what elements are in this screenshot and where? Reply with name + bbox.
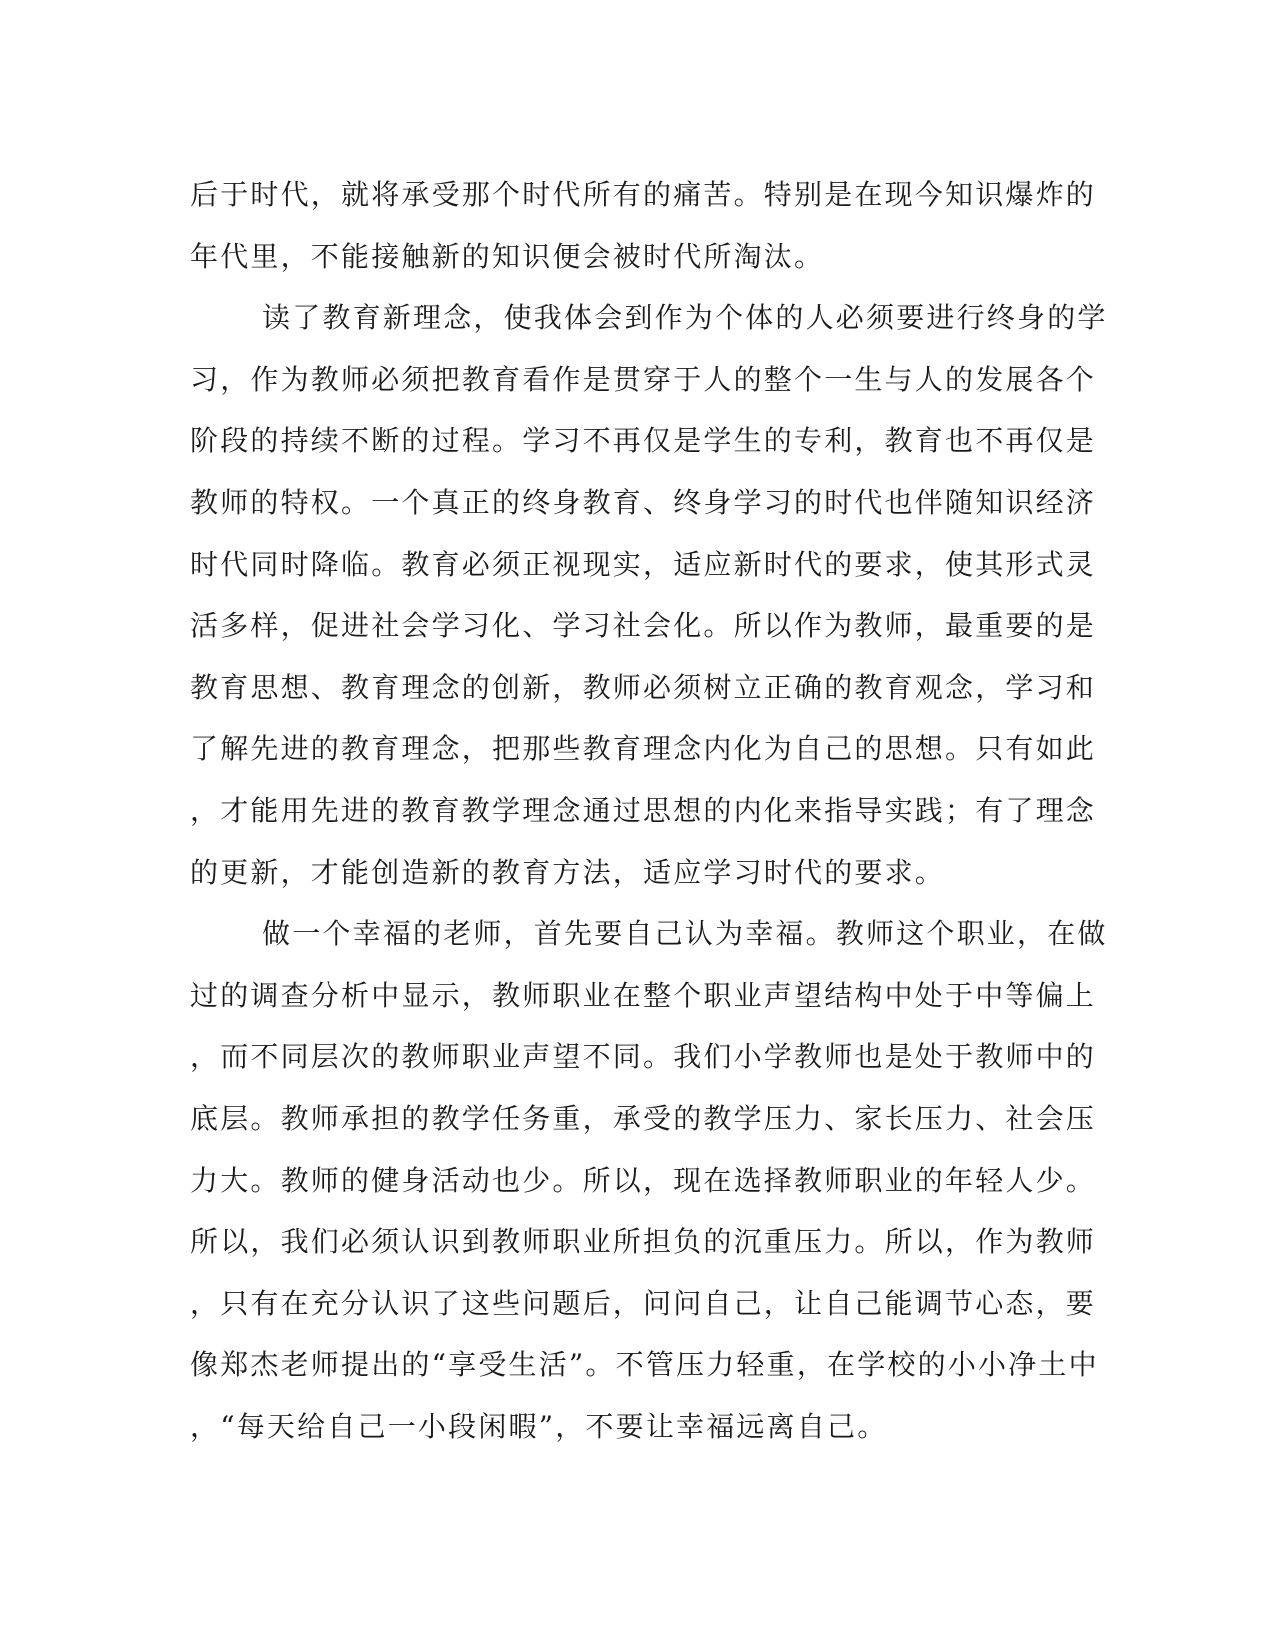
- text-line: ，“每天给自己一小段闲暇”，不要让幸福远离自己。: [190, 1409, 888, 1443]
- text-line: 的更新，才能创造新的教育方法，适应学习时代的要求。: [190, 855, 946, 889]
- text-line: 后于时代，就将承受那个时代所有的痛苦。特别是在现今知识爆炸的: [190, 178, 1097, 211]
- text-line: 过的调查分析中显示，教师职业在整个职业声望结构中处于中等偏上: [190, 978, 1097, 1012]
- document-body: [190, 164, 1108, 1457]
- text-line: 读了教育新理念，使我体会到作为个体的人必须要进行终身的学: [262, 301, 1108, 335]
- paragraph-1: [190, 164, 1097, 287]
- text-line: 时代同时降临。教育必须正视现实，适应新时代的要求，使其形式灵: [190, 547, 1097, 581]
- text-line: 年代里，不能接触新的知识便会被时代所淘汰。: [190, 239, 825, 273]
- text-line: 了解先进的教育理念，把那些教育理念内化为自己的思想。只有如此: [190, 732, 1097, 766]
- text-line: 底层。教师承担的教学任务重，承受的教学压力、家长压力、社会压: [190, 1101, 1097, 1135]
- text-line: 教育思想、教育理念的创新，教师必须树立正确的教育观念，学习和: [190, 670, 1097, 704]
- text-line: 做一个幸福的老师，首先要自己认为幸福。教师这个职业，在做: [262, 917, 1108, 951]
- text-line: 所以，我们必须认识到教师职业所担负的沉重压力。所以，作为教师: [190, 1225, 1097, 1259]
- text-line: 活多样，促进社会学习化、学习社会化。所以作为教师，最重要的是: [190, 609, 1097, 643]
- text-line: ，只有在充分认识了这些问题后，问问自己，让自己能调节心态，要: [190, 1286, 1097, 1320]
- text-line: 阶段的持续不断的过程。学习不再仅是学生的专利，教育也不再仅是: [190, 424, 1097, 458]
- text-line: 习，作为教师必须把教育看作是贯穿于人的整个一生与人的发展各个: [190, 362, 1097, 396]
- text-line: 力大。教师的健身活动也少。所以，现在选择教师职业的年轻人少。: [190, 1163, 1097, 1197]
- text-line: 像郑杰老师提出的“享受生活”。不管压力轻重，在学校的小小净土中: [190, 1348, 1099, 1382]
- paragraph-2: [190, 287, 1108, 903]
- text-line: ，才能用先进的教育教学理念通过思想的内化来指导实践；有了理念: [190, 793, 1097, 827]
- text-line: ，而不同层次的教师职业声望不同。我们小学教师也是处于教师中的: [190, 1040, 1097, 1074]
- paragraph-3: [190, 903, 1108, 1457]
- text-line: 教师的特权。一个真正的终身教育、终身学习的时代也伴随知识经济: [190, 485, 1097, 519]
